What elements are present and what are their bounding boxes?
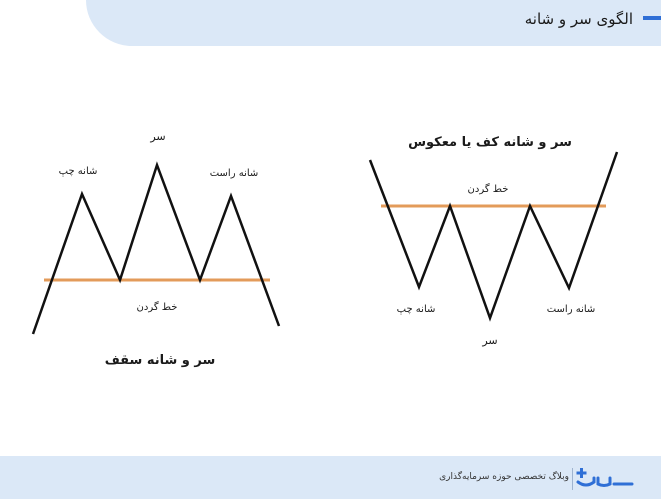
head-and-shoulders-figure — [0, 46, 661, 456]
footer-tagline: وبلاگ تخصصی حوزه سرمایه‌گذاری — [439, 472, 569, 482]
header-banner — [86, 0, 661, 46]
top-pattern-caption: سر و شانه سقف — [104, 353, 216, 368]
page-title: الگوی سر و شانه — [524, 10, 633, 28]
top-pattern — [33, 130, 279, 368]
sarmayeh-logo-icon[interactable] — [576, 466, 636, 492]
left-shoulder-label: شانه چپ — [58, 166, 98, 177]
neckline-label: خط گردن — [467, 184, 509, 195]
head-label: سر — [482, 334, 498, 347]
title-accent-bar — [643, 16, 661, 20]
diagram-canvas — [0, 46, 661, 456]
footer-separator — [572, 468, 573, 490]
left-shoulder-label: شانه چپ — [396, 304, 436, 315]
head-label: سر — [150, 130, 166, 143]
footer-bar — [0, 456, 661, 499]
inverse-pattern-title: سر و شانه کف یا معکوس — [408, 135, 572, 150]
right-shoulder-label: شانه راست — [209, 168, 259, 179]
right-shoulder-label: شانه راست — [546, 304, 596, 315]
bottom-pattern — [370, 135, 617, 347]
price-line-bottom — [370, 152, 617, 318]
neckline-label: خط گردن — [136, 302, 178, 313]
